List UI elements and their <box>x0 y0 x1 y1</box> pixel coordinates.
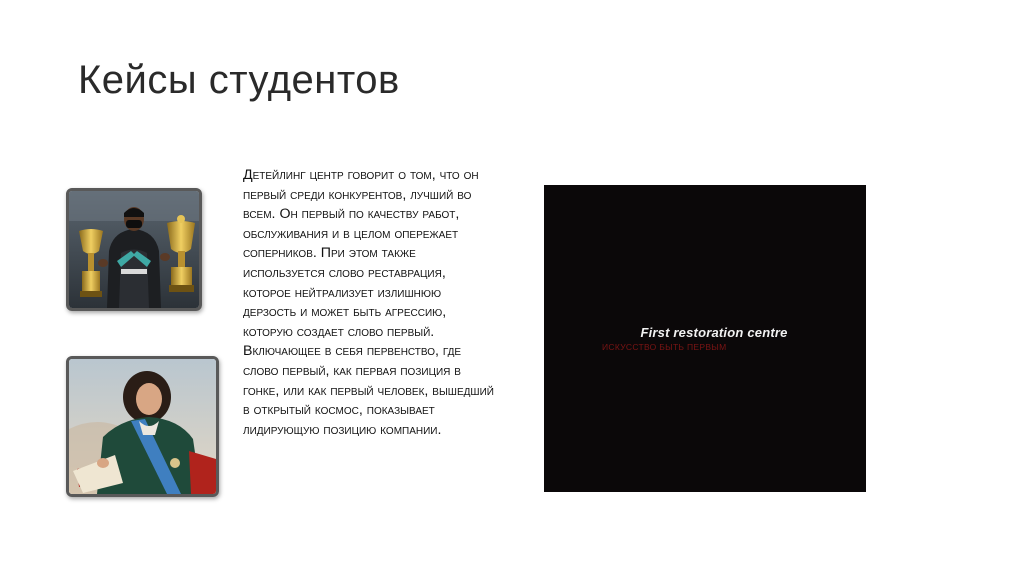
video-title: First restoration centre <box>640 325 788 340</box>
video-subtitle: ИСКУССТВО БЫТЬ ПЕРВЫМ <box>602 342 727 352</box>
video-frame[interactable] <box>544 185 866 492</box>
case-description-text: Детейлинг центр говорит о том, что он первый среди конкурентов, лучший во всем. Он первый по качеству работ, обслуживания и в целом опережает соперников. При этом также используется слово реставрация, которое нейтрализует излишнюю дерзость и может быть агрессию, которую создает слово первый. Включающее в себя первенство, где слово первый, как первая позиция в гонке, или как первый человек, вышедший в открытый космос, показывает лидирующую позицию компании. <box>243 167 494 438</box>
racing-driver-trophies-photo <box>66 188 202 311</box>
slide-title: Кейсы студентов <box>78 58 400 102</box>
emperor-portrait-painting <box>66 356 219 497</box>
